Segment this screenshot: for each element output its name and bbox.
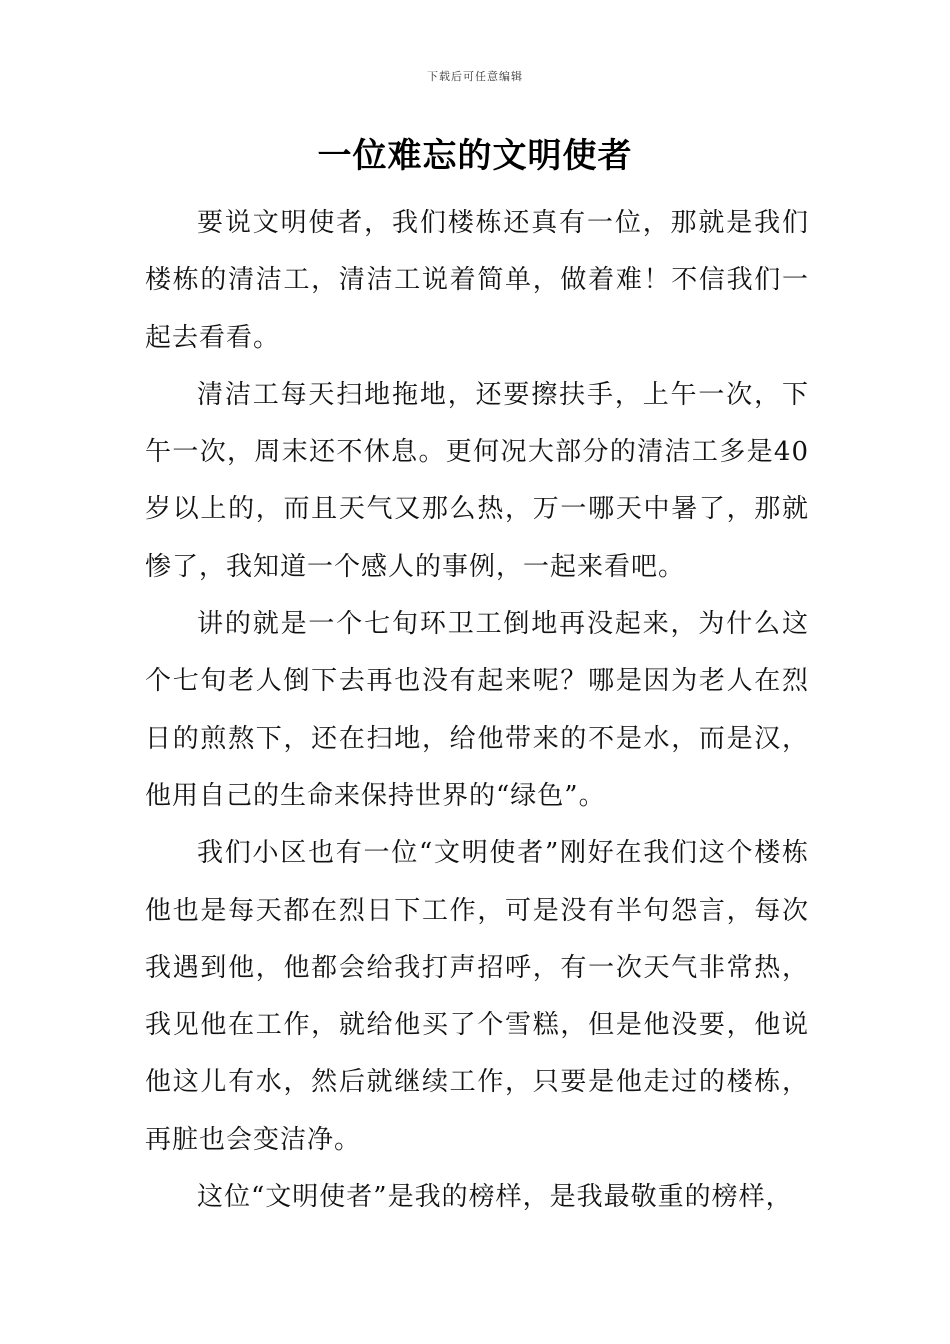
paragraph: 我们小区也有一位“文明使者”刚好在我们这个楼栋他也是每天都在烈日下工作，可是没有半句怨言，每次我遇到他，他都会给我打声招呼，有一次天气非常热，我见他在工作，就给他买了个雪糕，但是他没要，他说他这儿有水，然后就继续工作，只要是他走过的楼栋，再脏也会变洁净。 xyxy=(145,838,809,1155)
paragraph: 清洁工每天扫地拖地，还要擦扶手，上午一次，下午一次，周末还不休息。更何况大部分的清洁工多是40岁以上的，而且天气又那么热，万一哪天中暑了，那就惨了，我知道一个感人的事例，一起来看吧。 xyxy=(145,379,809,582)
header-note: 下载后可任意编辑 xyxy=(427,70,523,83)
document-body xyxy=(145,195,809,1226)
paragraph: 要说文明使者，我们楼栋还真有一位，那就是我们楼栋的清洁工，清洁工说着简单，做着难！不信我们一起去看看。 xyxy=(145,208,809,353)
paragraph: 这位“文明使者”是我的榜样，是我最敬重的榜样， xyxy=(197,1182,793,1213)
document-title: 一位难忘的文明使者 xyxy=(317,136,633,176)
paragraph: 讲的就是一个七旬环卫工倒地再没起来，为什么这个七旬老人倒下去再也没有起来呢？哪是因为老人在烈日的煎熬下，还在扫地，给他带来的不是水，而是汉，他用自己的生命来保持世界的“绿色”。 xyxy=(145,609,809,811)
